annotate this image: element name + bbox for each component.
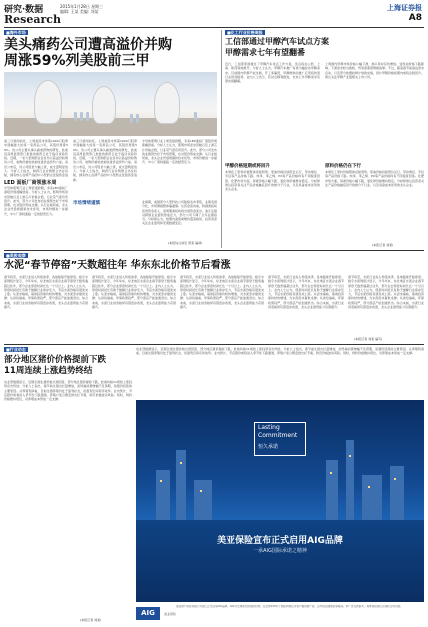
feature-body-col2: 春节将至，水泥行业进入传统淡季，各地陆续开始停窑。数字水泥网统计显示，今年华东、东北地区水泥企业春节停窑天数普遍超过往年，部分企业停窑时间长达一个月以上。业内人士认为，停窑时间延长有助于缓解行业库存压力，节后水泥价格有望迎来上涨。从需求端看，基建投资保持较快增速，为水泥需求提供支撑；从供给端看，环保政策趋严，部分落后产能加速退出。综合来看，水泥行业供需格局有望逐步改善，龙头企业盈利能力有望提升。	[92, 275, 176, 310]
ad-footer	[136, 603, 424, 625]
lab-photo	[4, 72, 217, 136]
ad-subtitle: 一承AIG国际承诺之精神	[253, 548, 307, 554]
window-light	[368, 486, 370, 488]
masthead-rule	[4, 27, 424, 28]
skyline-building	[362, 475, 382, 520]
right-col-byline: (本报记者 刘某)	[372, 243, 394, 247]
lab-worker	[92, 86, 116, 124]
feature-body-col1: 春节将至，水泥行业进入传统淡季，各地陆续开始停窑。数字水泥网统计显示，今年华东、东北地区水泥企业春节停窑天数普遍超过往年，部分企业停窑时间长达一个月以上。业内人士认为，停窑时间延长有助于缓解行业库存压力，节后水泥价格有望迎来上涨。从需求端看，基建投资保持较快增速，为水泥需求提供支撑；从供给端看，环保政策趋严，部分落后产能加速退出。综合来看，水泥行业供需格局有望逐步改善，龙头企业盈利能力有望提升。	[4, 275, 88, 310]
top-story-headline-1: 美头痛药公司遭高溢价并购	[4, 37, 172, 53]
right-col-headline-2: 甲醇需求七年有望翻番	[225, 48, 305, 57]
vial	[194, 112, 197, 121]
section-rule	[4, 250, 424, 251]
aig-logo: AIG	[136, 607, 160, 620]
bottom-story-headline-1: 部分地区猪价价格提前下跌	[4, 355, 107, 365]
ad-fine-print: 美亚财产保险有限公司现已正式启用AIG品牌。AIG为全球领先的保险机构，在全球130多个国家和地区为客户提供财产险、意外险及健康险等服务。本广告仅供参考，具体保险责任以保险合同为准。	[176, 605, 403, 608]
ad-logo-cn: 恒久承诺	[258, 444, 279, 450]
right-col-headline-1: 工信部通过甲醇汽车试点方案	[225, 37, 329, 46]
vial	[74, 112, 77, 121]
bottom-story-tag: ■行业动态	[6, 347, 26, 352]
window-light	[160, 480, 162, 482]
skyline-building	[326, 460, 338, 520]
right-col-subhead-3: 原料价格仍在下行	[325, 164, 361, 169]
top-story-sub-body: 半导体照明行业上周表现抢眼，多家LED面板厂商股价周涨幅居前。分析人士认为，照明市场需求回暖以及上游芯片价格企稳，行业景气度有所回升。此外，部分公司发布的业绩预告好于市场预期，也对股价形成支撑。从行业格局看，龙头企业凭借规模和技术优势，市场份额进一步提升，中小厂商则面临一定的经营压力。	[4, 186, 68, 216]
right-col-body: 近日，工信部原则通过了甲醇汽车试点工作方案，试点将在山西、上海、陕西等地展开。分析人士认为，甲醇汽车推广有望大幅拉动甲醇需求。目前国内甲醇产能过剩，开工率偏低，甲醇燃料的推广应用将改善行业供需格局。业内人士表示，若试点顺利推进，未来七年甲醇需求有望实现翻番。	[225, 62, 320, 84]
editor-line: 编辑: 王某 美编: 刘某	[60, 9, 99, 14]
skyline-building	[346, 440, 354, 520]
bottom-story-headline-2: 11周连续上涨趋势终结	[4, 366, 93, 376]
top-story-body: 美三日新闻消息，上周美股市场第1000只股票中涨幅最大的是一家药品公司，其股价周涨59%。该公司主要从事头痛类药物的研发，此前其获得监管部门批准的新药正处于临床试验阶段。近期，一家大型制药企业宣布以高溢价收购该公司，收购价格较此前收盘价溢价约六成。消息公布后，该公司股价大幅上涨，成交量明显放大。分析人士指出，制药行业并购整合仍在持续，拥有核心在研产品的中小型药企受到资金追	[4, 139, 68, 177]
top-story-body-col3: 半导体照明行业上周表现抢眼，多家LED面板厂商股价周涨幅居前。分析人士认为，照明市场需求回暖以及上游芯片价格企稳，行业景气度有所回升。此外，部分公司发布的业绩预告好于市场预期，也对股价形成支撑。从行业格局看，龙头企业凭借规模和技术优势，市场份额进一步提升，中小厂商则面临一定的经营压力。	[142, 139, 217, 165]
bottom-story-body: 农业部数据显示，近期全国生猪价格出现回落，部分地区猪价提前下跌，此前持续11周的上涨趋势宣告终结。分析人士指出，春节前生猪出栏量增加，而终端消费增幅不及预期，是猪价回落的主要原因。从养殖利润看，目前生猪养殖仍处于盈利状态，但盈利空间有所收窄。业内预计，节后猪价或将进入季节性下跌通道，养殖户需合理安排出栏节奏，防范价格波动风险。同时，饲料价格维持低位，对养殖成本形成一定支撑。	[4, 380, 132, 402]
column-divider	[221, 30, 222, 248]
bottom-story-byline: (本报记者 刘某)	[80, 618, 102, 622]
skyline-building	[194, 480, 212, 520]
vial	[136, 114, 139, 123]
feature-byline: (本报记者 刘某 编写)	[354, 337, 383, 341]
mid-col-subhead: 市场情绪谨慎	[73, 201, 100, 206]
vial	[130, 114, 133, 123]
right-col-body-2: 上周国内甲醇市场价格小幅下滑，港口库存有所增加。受原油价格下跌影响，下游需求较为疲软，贸易商观望情绪浓厚。不过，随着春节前备货需求启动，以及部分装置检修计划的实施，预计甲醇价格短期内或将企稳回升。建议关注甲醇产业链相关上市公司。	[325, 62, 424, 79]
right-col-subhead-2: 甲醇价格短期或将回升	[225, 164, 270, 169]
aig-brand-tag: 美亚保险	[164, 612, 177, 616]
skyline-building	[390, 466, 404, 520]
window-light	[330, 472, 332, 474]
ad-logo-line2: Commitment	[258, 432, 298, 439]
paper-name: 上海证券报	[387, 4, 422, 12]
ad-title: 美亚保险宣布正式启用AIG品牌	[217, 536, 343, 546]
section-title-cn: 研究·数据	[4, 5, 44, 15]
right-col-body-4: 本周化工原料价格整体延续弱势。原油价格持续低位运行，带动烯烃、芳烃等产品价格下跌。纯苯、苯乙烯、PX等产品价格均有不同程度回落。化肥市场方面，尿素价格小幅下跌，氯化钾价格维持稳定。分析师建议投资者关注产品价格触底回升的细分子行业，以及具备成本优势的龙头企业。	[325, 170, 424, 187]
vial	[80, 112, 83, 121]
mid-col-byline: (本报综合消息 郑某 编译)	[168, 241, 203, 245]
window-light	[180, 462, 182, 464]
top-story-body-col2: 美三日新闻消息，上周美股市场第1000只股票中涨幅最大的是一家药品公司，其股价周涨59%。该公司主要从事头痛类药物的研发，此前其获得监管部门批准的新药正处于临床试验阶段。近期，一家大型制药企业宣布以高溢价收购该公司，收购价格较此前收盘价溢价约六成。消息公布后，该公司股价大幅上涨，成交量明显放大。分析人士指出，制药行业并购整合仍在持续，拥有核心在研产品的中小型药企受到资金追捧。	[73, 139, 137, 182]
aig-advertisement[interactable]	[136, 400, 424, 602]
window-light	[349, 455, 351, 457]
window-light	[200, 490, 202, 492]
date-line: 2015年1月28日 星期三	[60, 4, 104, 9]
mid-col-body: 业绩期，美国部分大型科技公司陆续发布季报，业绩表现分化，市场情绪整体偏谨慎。从资金流向看，防御类板块获得资金流入，而周期类板块则出现资金流出。美元走强对跨国企业盈利形成压力，部分公司下调了全年业绩指引。分析师认为，短期内美股或维持震荡格局，投资者需关注企业盈利和宏观数据变化。	[142, 200, 217, 226]
page-number: A8	[408, 13, 422, 23]
feature-body-col3: 春节将至，水泥行业进入传统淡季，各地陆续开始停窑。数字水泥网统计显示，今年华东、东北地区水泥企业春节停窑天数普遍超过往年，部分企业停窑时间长达一个月以上。业内人士认为，停窑时间延长有助于缓解行业库存压力，节后水泥价格有望迎来上涨。从需求端看，基建投资保持较快增速，为水泥需求提供支撑；从供给端看，环保政策趋严，部分落后产能加速退出。综合来看，水泥行业供需格局有望逐步改善，龙头企业盈利能力有望提升。	[180, 275, 264, 310]
issue-date	[60, 4, 103, 14]
feature-body-col4: 春节将至，水泥行业进入传统淡季，各地陆续开始停窑。数字水泥网统计显示，今年华东、东北地区水泥企业春节停窑天数普遍超过往年，部分企业停窑时间长达一个月以上。业内人士认为，停窑时间延长有助于缓解行业库存压力，节后水泥价格有望迎来上涨。从需求端看，基建投资保持较快增速，为水泥需求提供支撑；从供给端看，环保政策趋严，部分落后产能加速退出。综合来看，水泥行业供需格局有望逐步改善，龙头企业盈利能力有望提升。	[268, 275, 344, 310]
lab-worker	[154, 82, 180, 124]
feature-body-col5: 春节将至，水泥行业进入传统淡季，各地陆续开始停窑。数字水泥网统计显示，今年华东、东北地区水泥企业春节停窑天数普遍超过往年，部分企业停窑时间长达一个月以上。业内人士认为，停窑时间延长有助于缓解行业库存压力，节后水泥价格有望迎来上涨。从需求端看，基建投资保持较快增速，为水泥需求提供支撑；从供给端看，环保政策趋严，部分落后产能加速退出。综合来看，水泥行业供需格局有望逐步改善，龙头企业盈利能力有望提升。	[348, 275, 424, 310]
top-story-subhead: LED 面板厂商领涨本周	[4, 180, 57, 186]
top-story-headline-2: 周涨59%列美股前三甲	[4, 53, 150, 69]
masthead	[4, 2, 424, 26]
ad-logo-line1: Lasting	[258, 424, 280, 431]
lab-worker	[34, 80, 62, 124]
top-story-tag: ■海外市场	[6, 30, 26, 35]
section-rule	[4, 344, 424, 345]
window-light	[394, 478, 396, 480]
skyline-building	[156, 470, 170, 520]
feature-tag: ■美股观察	[6, 253, 26, 258]
right-col-body-3: 本周化工原料价格整体延续弱势。原油价格持续低位运行，带动烯烃、芳烃等产品价格下跌。纯苯、苯乙烯、PX等产品价格均有不同程度回落。化肥市场方面，尿素价格小幅下跌，氯化钾价格维持稳定。分析师建议投资者关注产品价格触底回升的细分子行业，以及具备成本优势的龙头企业。	[225, 170, 320, 192]
right-col-tag: ■化工行业价格周报	[227, 30, 263, 35]
vial	[86, 112, 89, 121]
bottom-story-body-wide: 农业部数据显示，近期全国生猪价格出现回落，部分地区猪价提前下跌，此前持续11周的上涨趋势宣告终结。分析人士指出，春节前生猪出栏量增加，而终端消费增幅不及预期，是猪价回落的主要原因。从养殖利润看，目前生猪养殖仍处于盈利状态，但盈利空间有所收窄。业内预计，节后猪价或将进入季节性下跌通道，养殖户需合理安排出栏节奏，防范价格波动风险。同时，饲料价格维持低位，对养殖成本形成一定支撑。	[136, 347, 424, 356]
skyline-building	[176, 450, 186, 520]
section-title-en: Research	[4, 13, 61, 26]
feature-headline: 水泥“春节停窑”天数超往年 华东东北价格节后看涨	[4, 260, 231, 271]
